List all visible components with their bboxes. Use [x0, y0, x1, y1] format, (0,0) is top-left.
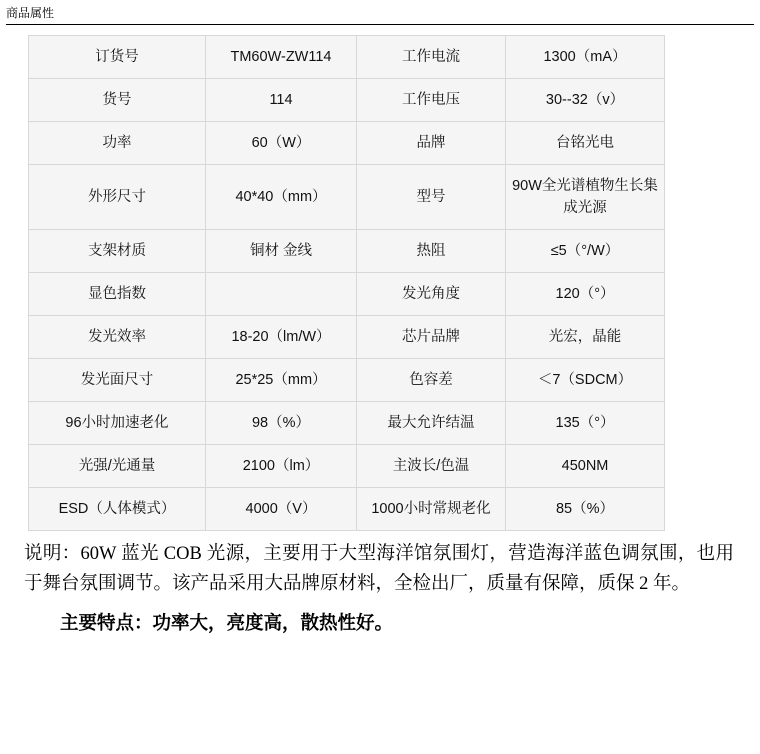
table-row [29, 402, 665, 445]
attr-label: 货号 [29, 79, 206, 122]
attr-value: 18-20（lm/W） [206, 316, 357, 359]
attr-label: 96小时加速老化 [29, 402, 206, 445]
attr-value: 40*40（mm） [206, 165, 357, 230]
attr-label: 功率 [29, 122, 206, 165]
description-paragraph: 说明：60W 蓝光 COB 光源，主要用于大型海洋馆氛围灯，营造海洋蓝色调氛围，也用于舞台氛围调节。该产品采用大品牌原材料，全检出厂，质量有保障，质保 2 年。 [24, 544, 734, 594]
table-row [29, 165, 665, 230]
attr-value: 台铭光电 [506, 122, 665, 165]
attr-label: 1000小时常规老化 [357, 488, 506, 531]
table-row [29, 359, 665, 402]
attr-value: 98（%） [206, 402, 357, 445]
attr-value: ≤5（°/W） [506, 230, 665, 273]
attr-label: 最大允许结温 [357, 402, 506, 445]
attr-value: TM60W-ZW114 [206, 36, 357, 79]
table-row [29, 79, 665, 122]
table-row [29, 445, 665, 488]
attr-label: 订货号 [29, 36, 206, 79]
attr-value: 4000（V） [206, 488, 357, 531]
attr-value: 450NM [506, 445, 665, 488]
attr-label: 芯片品牌 [357, 316, 506, 359]
attr-label: ESD（人体模式） [29, 488, 206, 531]
attr-value: 30--32（v） [506, 79, 665, 122]
attr-value: ＜7（SDCM） [506, 359, 665, 402]
attr-value: 85（%） [506, 488, 665, 531]
table-row [29, 273, 665, 316]
attr-label: 发光效率 [29, 316, 206, 359]
attr-value: 铜材 金线 [206, 230, 357, 273]
attr-value: 120（°） [506, 273, 665, 316]
attributes-table-body [29, 36, 665, 531]
table-row [29, 122, 665, 165]
attr-label: 色容差 [357, 359, 506, 402]
attr-label: 工作电流 [357, 36, 506, 79]
attr-label: 品牌 [357, 122, 506, 165]
table-row [29, 36, 665, 79]
attr-label: 发光面尺寸 [29, 359, 206, 402]
attr-value [206, 273, 357, 316]
attr-label: 发光角度 [357, 273, 506, 316]
attr-value: 光宏，晶能 [506, 316, 665, 359]
attr-value: 60（W） [206, 122, 357, 165]
attr-label: 显色指数 [29, 273, 206, 316]
table-row [29, 230, 665, 273]
attr-label: 主波长/色温 [357, 445, 506, 488]
attributes-table-wrapper [0, 25, 760, 531]
features-paragraph: 主要特点：功率大，亮度高，散热性好。 [60, 614, 394, 634]
attr-value: 2100（lm） [206, 445, 357, 488]
attr-value: 25*25（mm） [206, 359, 357, 402]
attr-label: 外形尺寸 [29, 165, 206, 230]
attr-label: 热阻 [357, 230, 506, 273]
attributes-table [28, 35, 665, 531]
attr-label: 支架材质 [29, 230, 206, 273]
attr-value: 1300（mA） [506, 36, 665, 79]
attr-value: 90W全光谱植物生长集成光源 [506, 165, 665, 230]
table-row [29, 488, 665, 531]
attr-label: 型号 [357, 165, 506, 230]
table-row [29, 316, 665, 359]
attr-value: 114 [206, 79, 357, 122]
attr-label: 光强/光通量 [29, 445, 206, 488]
page-title: 商品属性 [6, 6, 55, 20]
attr-value: 135（°） [506, 402, 665, 445]
attr-label: 工作电压 [357, 79, 506, 122]
